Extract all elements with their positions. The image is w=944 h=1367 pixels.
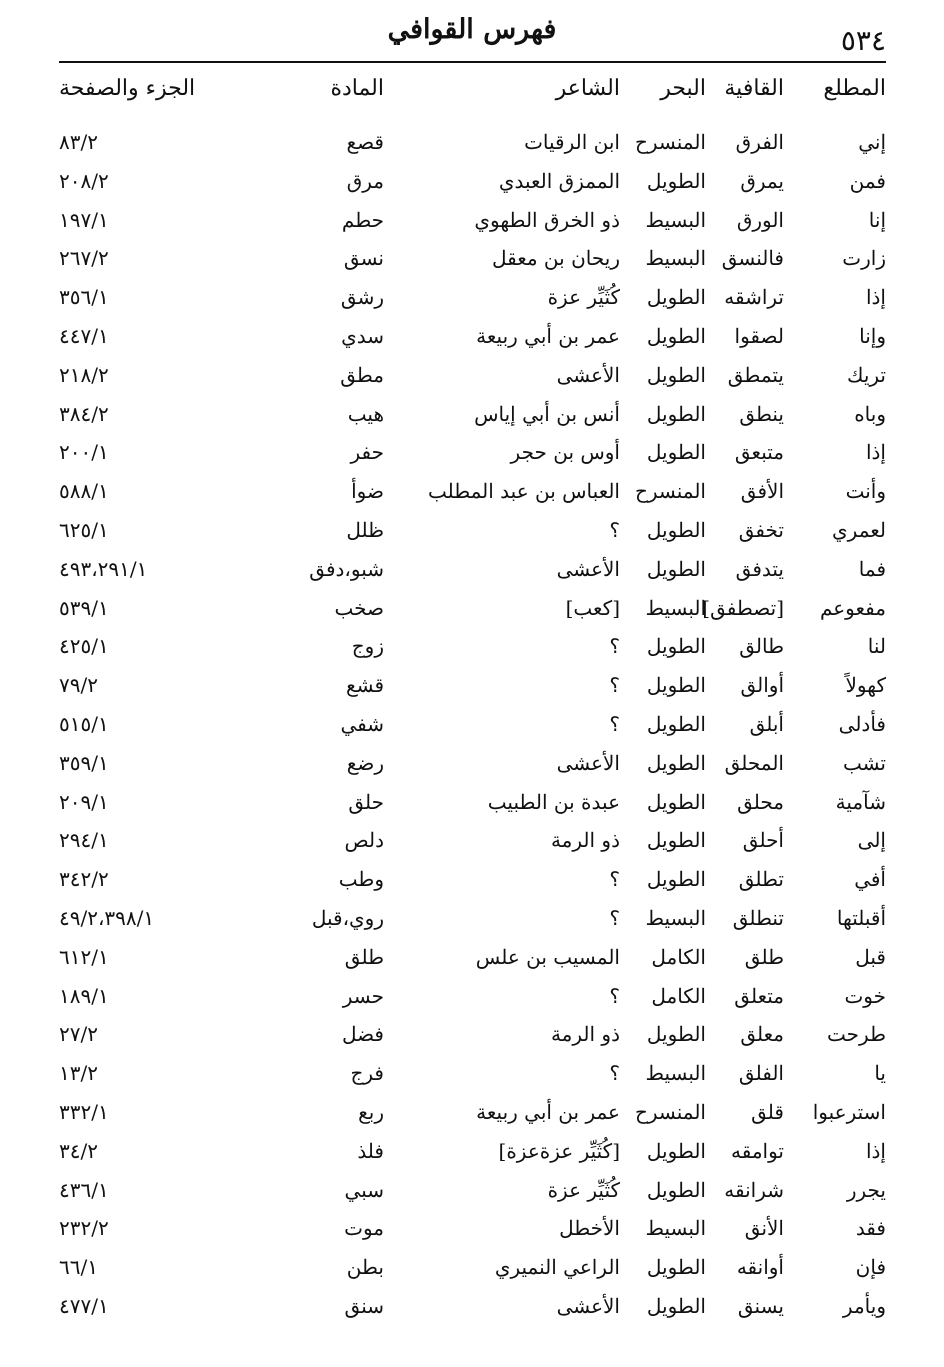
cell-juz: ٤٧٧/١ bbox=[59, 1294, 109, 1318]
cell-matla: وإنا bbox=[859, 324, 886, 348]
cell-juz: ٢٠٩/١ bbox=[59, 789, 109, 814]
cell-juz: ٣٥٦/١ bbox=[59, 285, 109, 310]
cell-shaer: ؟ bbox=[609, 673, 620, 698]
cell-madda: ظلل bbox=[346, 518, 384, 542]
table-row bbox=[59, 938, 886, 977]
cell-bahr: الطويل bbox=[646, 401, 706, 426]
cell-qafia: توامقه bbox=[730, 1138, 784, 1163]
cell-matla: يا bbox=[874, 1061, 886, 1086]
table-row bbox=[59, 1132, 886, 1171]
cell-shaer: العباس بن عبد المطلب bbox=[427, 479, 620, 504]
cell-bahr: الطويل bbox=[646, 1294, 706, 1318]
table-row bbox=[59, 821, 886, 860]
table-row bbox=[59, 666, 886, 705]
cell-juz: ٢٠٠/١ bbox=[59, 440, 109, 465]
cell-bahr: الكامل bbox=[651, 944, 706, 969]
table-row bbox=[59, 589, 886, 628]
cell-qafia: محلق bbox=[737, 789, 784, 814]
cell-matla: تشب bbox=[842, 750, 886, 775]
table-row bbox=[59, 433, 886, 472]
cell-madda: روي،قبل bbox=[311, 906, 384, 930]
cell-qafia: تراشقه bbox=[724, 285, 784, 310]
cell-madda: سنق bbox=[344, 1294, 384, 1318]
table-row bbox=[59, 744, 886, 783]
table-row bbox=[59, 1287, 886, 1326]
cell-matla: يجرر bbox=[846, 1177, 886, 1202]
cell-shaer: ؟ bbox=[609, 1061, 620, 1086]
cell-matla: فإن bbox=[855, 1255, 886, 1280]
header-rule bbox=[59, 61, 886, 63]
cell-madda: وطب bbox=[338, 867, 384, 892]
header-juz: الجزء والصفحة bbox=[59, 76, 196, 101]
cell-matla: وأنت bbox=[845, 479, 886, 504]
cell-juz: ٦٢٥/١ bbox=[59, 518, 109, 542]
cell-juz: ٣٨٤/٢ bbox=[59, 401, 109, 426]
cell-shaer: عبدة بن الطبيب bbox=[487, 789, 620, 814]
table-row bbox=[59, 317, 886, 356]
cell-madda: موت bbox=[344, 1216, 384, 1241]
cell-bahr: البسيط bbox=[645, 246, 706, 271]
cell-qafia: الأنق bbox=[744, 1216, 784, 1241]
cell-qafia: ينطق bbox=[739, 401, 784, 426]
cell-matla: خوت bbox=[844, 983, 886, 1008]
cell-juz: ٦١٢/١ bbox=[59, 944, 109, 969]
cell-madda: حلق bbox=[348, 789, 384, 814]
cell-matla: إلى bbox=[857, 828, 886, 853]
cell-qafia: تطلق bbox=[738, 867, 784, 892]
cell-juz: ٢٣٢/٢ bbox=[59, 1216, 109, 1241]
cell-qafia: أحلق bbox=[742, 828, 784, 853]
cell-shaer: كُثَيِّر عزة bbox=[547, 285, 620, 310]
cell-bahr: الطويل bbox=[646, 673, 706, 698]
cell-shaer: ؟ bbox=[609, 983, 620, 1008]
table-row bbox=[59, 162, 886, 201]
header-shaer: الشاعر bbox=[555, 76, 620, 101]
header-madda: المادة bbox=[330, 76, 384, 101]
header-matla: المطلع bbox=[823, 76, 886, 101]
cell-qafia: أوالق bbox=[740, 673, 784, 698]
cell-qafia: متعلق bbox=[734, 983, 784, 1008]
cell-madda: هيب bbox=[347, 401, 384, 426]
table-row bbox=[59, 1054, 886, 1093]
cell-qafia: يسنق bbox=[737, 1294, 784, 1318]
cell-madda: فرج bbox=[350, 1061, 384, 1086]
cell-juz: ٢١٨/٢ bbox=[59, 362, 109, 387]
cell-juz: ٤٤٧/١ bbox=[59, 324, 109, 348]
cell-madda: رشق bbox=[340, 285, 384, 310]
cell-shaer: [كعب] bbox=[565, 595, 620, 620]
cell-matla: وباه bbox=[854, 401, 886, 426]
cell-qafia: أوانقه bbox=[736, 1255, 784, 1280]
cell-juz: ٢٦٧/٢ bbox=[59, 246, 109, 271]
cell-bahr: الطويل bbox=[646, 712, 706, 736]
cell-matla: إذا bbox=[865, 1138, 886, 1163]
cell-matla: تريك bbox=[846, 362, 886, 387]
cell-bahr: الطويل bbox=[646, 1138, 706, 1163]
cell-qafia: يمرق bbox=[740, 168, 784, 193]
cell-madda: فضل bbox=[341, 1022, 384, 1047]
cell-matla: فقد bbox=[855, 1216, 886, 1241]
cell-shaer: ؟ bbox=[609, 634, 620, 659]
cell-juz: ٣٤/٢ bbox=[59, 1138, 98, 1163]
cell-bahr: الطويل bbox=[646, 518, 706, 542]
cell-bahr: البسيط bbox=[645, 1061, 706, 1086]
cell-juz: ٥١٥/١ bbox=[59, 712, 109, 736]
cell-shaer: الأعشى bbox=[556, 1294, 620, 1318]
cell-matla: إني bbox=[858, 130, 886, 154]
cell-juz: ٢٠٨/٢ bbox=[59, 168, 109, 193]
cell-shaer: [كُثَيِّر عزةعزة] bbox=[498, 1138, 620, 1163]
cell-matla: لنا bbox=[867, 634, 886, 659]
cell-madda: ضوأ bbox=[351, 479, 384, 504]
cell-qafia: الأفق bbox=[740, 479, 784, 504]
cell-bahr: البسيط bbox=[645, 207, 706, 232]
cell-madda: فلذ bbox=[357, 1138, 384, 1163]
cell-matla: زارت bbox=[842, 246, 886, 271]
cell-qafia: تنطلق bbox=[732, 906, 784, 930]
cell-madda: بطن bbox=[346, 1255, 384, 1280]
cell-shaer: الأعشى bbox=[556, 556, 620, 581]
table-row bbox=[59, 977, 886, 1016]
cell-juz: ١٣/٢ bbox=[59, 1061, 98, 1086]
cell-matla: إذا bbox=[865, 440, 886, 465]
cell-bahr: البسيط bbox=[645, 906, 706, 930]
cell-qafia: لصقوا bbox=[734, 324, 784, 348]
table-row bbox=[59, 550, 886, 589]
cell-qafia: فالنسق bbox=[721, 246, 784, 271]
table-row bbox=[59, 239, 886, 278]
cell-shaer: ذو الرمة bbox=[550, 1022, 620, 1047]
table-row bbox=[59, 705, 886, 744]
cell-juz: ٤٣٦/١ bbox=[59, 1177, 109, 1202]
cell-matla: لعمري bbox=[832, 518, 886, 542]
cell-bahr: الطويل bbox=[646, 285, 706, 310]
cell-shaer: أوس بن حجر bbox=[510, 440, 620, 465]
column-header-row bbox=[59, 70, 886, 108]
cell-shaer: الممزق العبدي bbox=[498, 168, 620, 193]
cell-matla: طرحت bbox=[827, 1022, 886, 1047]
table-row bbox=[59, 1248, 886, 1287]
cell-juz: ٤٢٥/١ bbox=[59, 634, 109, 659]
cell-juz: ٣٥٩/١ bbox=[59, 750, 109, 775]
cell-madda: نسق bbox=[343, 246, 384, 271]
header-qafia: القافية bbox=[724, 76, 784, 101]
cell-matla: إذا bbox=[865, 285, 886, 310]
cell-matla: شآمية bbox=[835, 789, 886, 814]
cell-bahr: المنسرح bbox=[634, 479, 706, 504]
cell-qafia: أبلق bbox=[749, 712, 784, 736]
cell-bahr: الطويل bbox=[646, 867, 706, 892]
cell-madda: رضع bbox=[346, 750, 384, 775]
cell-bahr: الطويل bbox=[646, 362, 706, 387]
cell-madda: مرق bbox=[346, 168, 384, 193]
cell-qafia: يتمطق bbox=[727, 362, 784, 387]
cell-bahr: المنسرح bbox=[634, 130, 706, 154]
table-row bbox=[59, 511, 886, 550]
table-row bbox=[59, 1209, 886, 1248]
cell-shaer: ؟ bbox=[609, 906, 620, 930]
cell-madda: شبو،دفق bbox=[309, 556, 384, 581]
cell-shaer: ذو الرمة bbox=[550, 828, 620, 853]
cell-madda: سبي bbox=[344, 1177, 384, 1202]
cell-qafia: تخفق bbox=[738, 518, 784, 542]
cell-matla: أفي bbox=[854, 867, 886, 892]
cell-madda: شفي bbox=[340, 712, 384, 736]
cell-madda: حسر bbox=[342, 983, 384, 1008]
cell-madda: سدي bbox=[341, 324, 384, 348]
table-row bbox=[59, 899, 886, 938]
cell-bahr: المنسرح bbox=[634, 1100, 706, 1124]
cell-matla: كهولاً bbox=[845, 673, 886, 698]
cell-madda: قشع bbox=[345, 673, 384, 698]
cell-madda: دلص bbox=[344, 828, 384, 853]
cell-bahr: الطويل bbox=[646, 556, 706, 581]
cell-juz: ٤٩٣،٢٩١/١ bbox=[59, 556, 148, 581]
cell-juz: ٥٣٩/١ bbox=[59, 595, 109, 620]
cell-madda: زوج bbox=[351, 634, 384, 659]
cell-bahr: البسيط bbox=[645, 595, 706, 620]
cell-bahr: الطويل bbox=[646, 1177, 706, 1202]
cell-madda: حطم bbox=[341, 207, 384, 232]
cell-juz: ٨٣/٢ bbox=[59, 130, 98, 154]
cell-madda: صخب bbox=[334, 595, 384, 620]
cell-bahr: البسيط bbox=[645, 1216, 706, 1241]
cell-juz: ١٩٧/١ bbox=[59, 207, 109, 232]
cell-shaer: الأعشى bbox=[556, 362, 620, 387]
cell-qafia: معلق bbox=[740, 1022, 784, 1047]
cell-bahr: الطويل bbox=[646, 168, 706, 193]
table-row bbox=[59, 278, 886, 317]
table-row bbox=[59, 860, 886, 899]
cell-qafia: متبعق bbox=[734, 440, 784, 465]
cell-juz: ٢٩٤/١ bbox=[59, 828, 109, 853]
cell-matla: فأدلى bbox=[838, 712, 886, 736]
table-row bbox=[59, 395, 886, 434]
cell-shaer: المسيب بن علس bbox=[475, 944, 620, 969]
cell-matla: استرعبوا bbox=[812, 1100, 886, 1124]
cell-shaer: ابن الرقيات bbox=[524, 130, 620, 154]
cell-shaer: ؟ bbox=[609, 712, 620, 736]
cell-qafia: طالق bbox=[739, 634, 784, 659]
cell-shaer: عمر بن أبي ربيعة bbox=[476, 324, 620, 348]
cell-matla: فمن bbox=[849, 168, 886, 193]
cell-matla: ويأمر bbox=[842, 1294, 886, 1318]
cell-juz: ١٨٩/١ bbox=[59, 983, 109, 1008]
cell-shaer: كُثَيِّر عزة bbox=[547, 1177, 620, 1202]
table-row bbox=[59, 627, 886, 666]
cell-qafia: المحلق bbox=[724, 750, 784, 775]
cell-juz: ٦٦/١ bbox=[59, 1255, 98, 1280]
cell-madda: مطق bbox=[340, 362, 384, 387]
cell-shaer: الأعشى bbox=[556, 750, 620, 775]
cell-qafia: قلق bbox=[751, 1100, 784, 1124]
cell-qafia: يتدفق bbox=[735, 556, 784, 581]
cell-qafia: شرانقه bbox=[724, 1177, 784, 1202]
cell-madda: حفر bbox=[350, 440, 384, 465]
page-number: ٥٣٤ bbox=[840, 24, 886, 57]
cell-juz: ٧٩/٢ bbox=[59, 673, 98, 698]
cell-juz: ٤٩/٢،٣٩٨/١ bbox=[59, 906, 155, 930]
cell-matla: مفعوعم bbox=[819, 595, 886, 620]
cell-bahr: الطويل bbox=[646, 1255, 706, 1280]
table-row bbox=[59, 1093, 886, 1132]
cell-qafia: طلق bbox=[744, 944, 784, 969]
cell-shaer: أنس بن أبي إياس bbox=[474, 401, 620, 426]
cell-bahr: الطويل bbox=[646, 440, 706, 465]
cell-matla: فما bbox=[858, 556, 886, 581]
cell-shaer: عمر بن أبي ربيعة bbox=[476, 1100, 620, 1124]
table-row bbox=[59, 201, 886, 240]
table-row bbox=[59, 783, 886, 822]
cell-bahr: الطويل bbox=[646, 828, 706, 853]
page-title: فهرس القوافي bbox=[387, 14, 557, 45]
cell-bahr: الطويل bbox=[646, 789, 706, 814]
cell-juz: ٣٤٢/٢ bbox=[59, 867, 109, 892]
cell-shaer: ذو الخرق الطهوي bbox=[474, 207, 620, 232]
cell-bahr: الطويل bbox=[646, 634, 706, 659]
cell-juz: ٢٧/٢ bbox=[59, 1022, 98, 1047]
cell-madda: ربع bbox=[358, 1100, 384, 1124]
table-row bbox=[59, 1015, 886, 1054]
cell-bahr: الكامل bbox=[651, 983, 706, 1008]
cell-shaer: ؟ bbox=[609, 518, 620, 542]
cell-matla: أقبلتها bbox=[836, 906, 886, 930]
cell-qafia: الورق bbox=[736, 207, 784, 232]
cell-shaer: الأخطل bbox=[559, 1216, 620, 1241]
cell-juz: ٣٣٢/١ bbox=[59, 1100, 109, 1124]
cell-shaer: الراعي النميري bbox=[494, 1255, 620, 1280]
cell-bahr: الطويل bbox=[646, 1022, 706, 1047]
cell-madda: قصع bbox=[346, 130, 384, 154]
table-row bbox=[59, 472, 886, 511]
cell-madda: طلق bbox=[344, 944, 384, 969]
table-row bbox=[59, 123, 886, 162]
table-row bbox=[59, 1171, 886, 1210]
cell-juz: ٥٨٨/١ bbox=[59, 479, 109, 504]
header-bahr: البحر bbox=[660, 76, 706, 101]
cell-qafia: الفلق bbox=[738, 1061, 784, 1086]
cell-matla: قبل bbox=[855, 944, 886, 969]
cell-qafia: [تصطفق] bbox=[702, 595, 784, 620]
cell-shaer: ؟ bbox=[609, 867, 620, 892]
cell-qafia: الفرق bbox=[735, 130, 784, 154]
cell-bahr: الطويل bbox=[646, 324, 706, 348]
cell-matla: إنا bbox=[868, 207, 886, 232]
cell-bahr: الطويل bbox=[646, 750, 706, 775]
cell-shaer: ريحان بن معقل bbox=[491, 246, 620, 271]
table-row bbox=[59, 356, 886, 395]
